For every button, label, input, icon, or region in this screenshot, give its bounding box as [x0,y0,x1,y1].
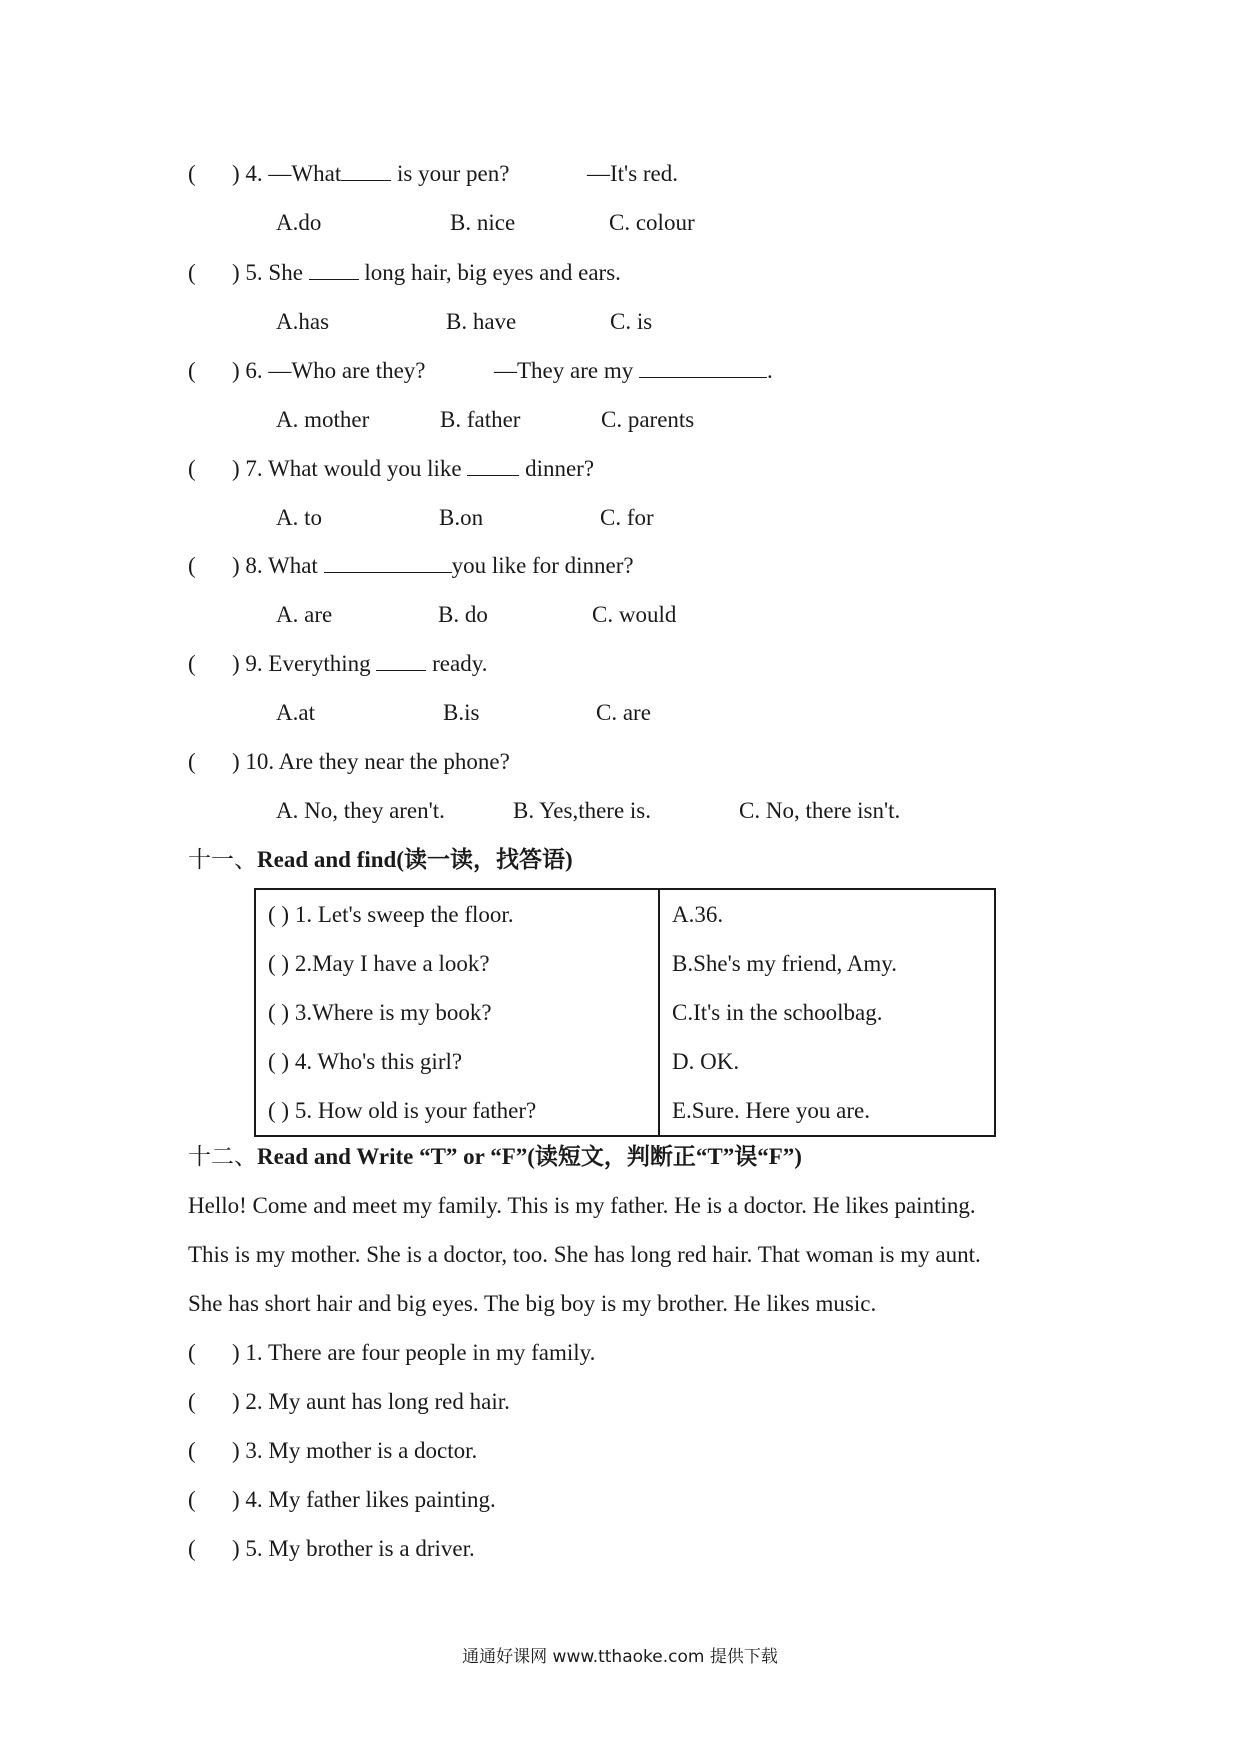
answer-paren: ( [188,260,196,285]
question-cell: ( ) 4. Who's this girl? [255,1037,659,1086]
option-b: B.on [439,505,484,530]
answer-paren: ( [188,553,196,578]
table-row [255,889,995,939]
answer-blank [467,457,519,476]
option-b: B. have [446,309,517,334]
answer-paren: ( [188,1389,196,1414]
option-a: A.at [276,700,315,725]
question-9 [188,650,487,678]
answer-cell: E.Sure. Here you are. [672,1097,870,1123]
answer-blank [639,359,767,378]
option-a: A.do [276,210,322,235]
section-11-heading [188,846,573,874]
option-c: C. is [610,309,653,334]
question-cell: ( ) 1. Let's sweep the floor. [255,889,659,939]
option-c: C. colour [609,210,695,235]
answer-paren: ( [188,358,196,383]
answer-paren: ( [188,1340,196,1365]
option-b: B. nice [450,210,516,235]
answer-cell: D. OK. [672,1048,740,1074]
question-4-answer: —It's red. [587,161,679,186]
answer-cell: B.She's my friend, Amy. [672,950,897,976]
option-a: A.has [276,309,330,334]
statement [188,1535,475,1563]
passage-line: This is my mother. She is a doctor, too. She has long red hair. That woman is my aunt. [188,1242,981,1267]
option-a: A. mother [276,407,370,432]
question-8 [188,552,634,580]
answer-cell: A.36. [672,901,724,927]
answer-blank [341,162,391,181]
question-text-after: . [766,358,773,383]
statement-text: ) 4. My father likes painting. [232,1487,496,1512]
question-text: What [268,553,324,578]
option-c: C. would [592,602,677,627]
question-text-after: ready. [426,651,488,676]
option-c: C. No, there isn't. [739,798,901,823]
answer-blank [324,554,452,573]
answer-paren: ( [188,749,196,774]
question-number: ) 8. [232,553,263,578]
question-number: ) 9. [232,651,263,676]
option-b: B. Yes,there is. [513,798,652,823]
passage-line: Hello! Come and meet my family. This is my father. He is a doctor. He likes painting. [188,1193,976,1218]
option-a: A. to [276,505,322,530]
statement [188,1486,496,1514]
answer-paren: ( [188,1536,196,1561]
question-cell: ( ) 5. How old is your father? [255,1086,659,1136]
question-text-after: dinner? [519,456,595,481]
answer-paren: ( [188,161,196,186]
answer-paren: ( [188,651,196,676]
matching-table [254,888,996,1137]
passage-line: She has short hair and big eyes. The big boy is my brother. He likes music. [188,1291,877,1316]
answer-paren: ( [188,1487,196,1512]
question-number: ) 6. [232,358,263,383]
question-text: What would you like [268,456,468,481]
table-row [255,988,995,1037]
question-6 [188,357,426,385]
option-c: C. are [596,700,651,725]
question-cell: ( ) 2.May I have a look? [255,939,659,988]
question-text: Everything [268,651,377,676]
answer-blank [376,652,426,671]
question-number: ) 10. [232,749,275,774]
table-row [255,1037,995,1086]
question-text-after: you like for dinner? [451,553,634,578]
question-text: —What [268,161,342,186]
option-a: A. are [276,602,333,627]
question-number: ) 4. [232,161,263,186]
table-row [255,939,995,988]
question-number: ) 5. [232,260,263,285]
statement-text: ) 3. My mother is a doctor. [232,1438,478,1463]
statement [188,1437,477,1465]
section-number: 十一、 [188,847,257,872]
page-footer: 通通好课网 www.tthaoke.com 提供下载 [462,1647,778,1667]
question-7 [188,455,594,483]
section-title: Read and Write “T” or “F”(读短文，判断正“T”误“F”) [257,1144,802,1169]
option-b: B.is [443,700,480,725]
section-number: 十二、 [188,1144,257,1169]
table-row [255,1086,995,1136]
option-c: C. for [600,505,654,530]
statement-text: ) 2. My aunt has long red hair. [232,1389,510,1414]
question-text: Are they near the phone? [278,749,510,774]
statement-text: ) 5. My brother is a driver. [232,1536,475,1561]
statement [188,1339,595,1367]
question-text-after: long hair, big eyes and ears. [358,260,621,285]
option-a: A. No, they aren't. [276,798,445,823]
question-text-after: is your pen? [391,161,510,186]
answer-cell: C.It's in the schoolbag. [672,999,883,1025]
question-text: She [268,260,309,285]
question-text-mid: —They are my [494,358,639,383]
option-b: B. do [438,602,488,627]
question-number: ) 7. [232,456,263,481]
question-text: —Who are they? [268,358,426,383]
option-b: B. father [440,407,521,432]
answer-paren: ( [188,456,196,481]
question-10 [188,748,510,776]
question-cell: ( ) 3.Where is my book? [255,988,659,1037]
option-c: C. parents [601,407,695,432]
section-12-heading [188,1143,802,1171]
question-4 [188,160,509,188]
answer-blank [309,261,359,280]
question-5 [188,259,621,287]
statement-text: ) 1. There are four people in my family. [232,1340,596,1365]
statement [188,1388,510,1416]
question-6-response [494,357,773,385]
answer-paren: ( [188,1438,196,1463]
section-title: Read and find(读一读，找答语) [257,847,573,872]
